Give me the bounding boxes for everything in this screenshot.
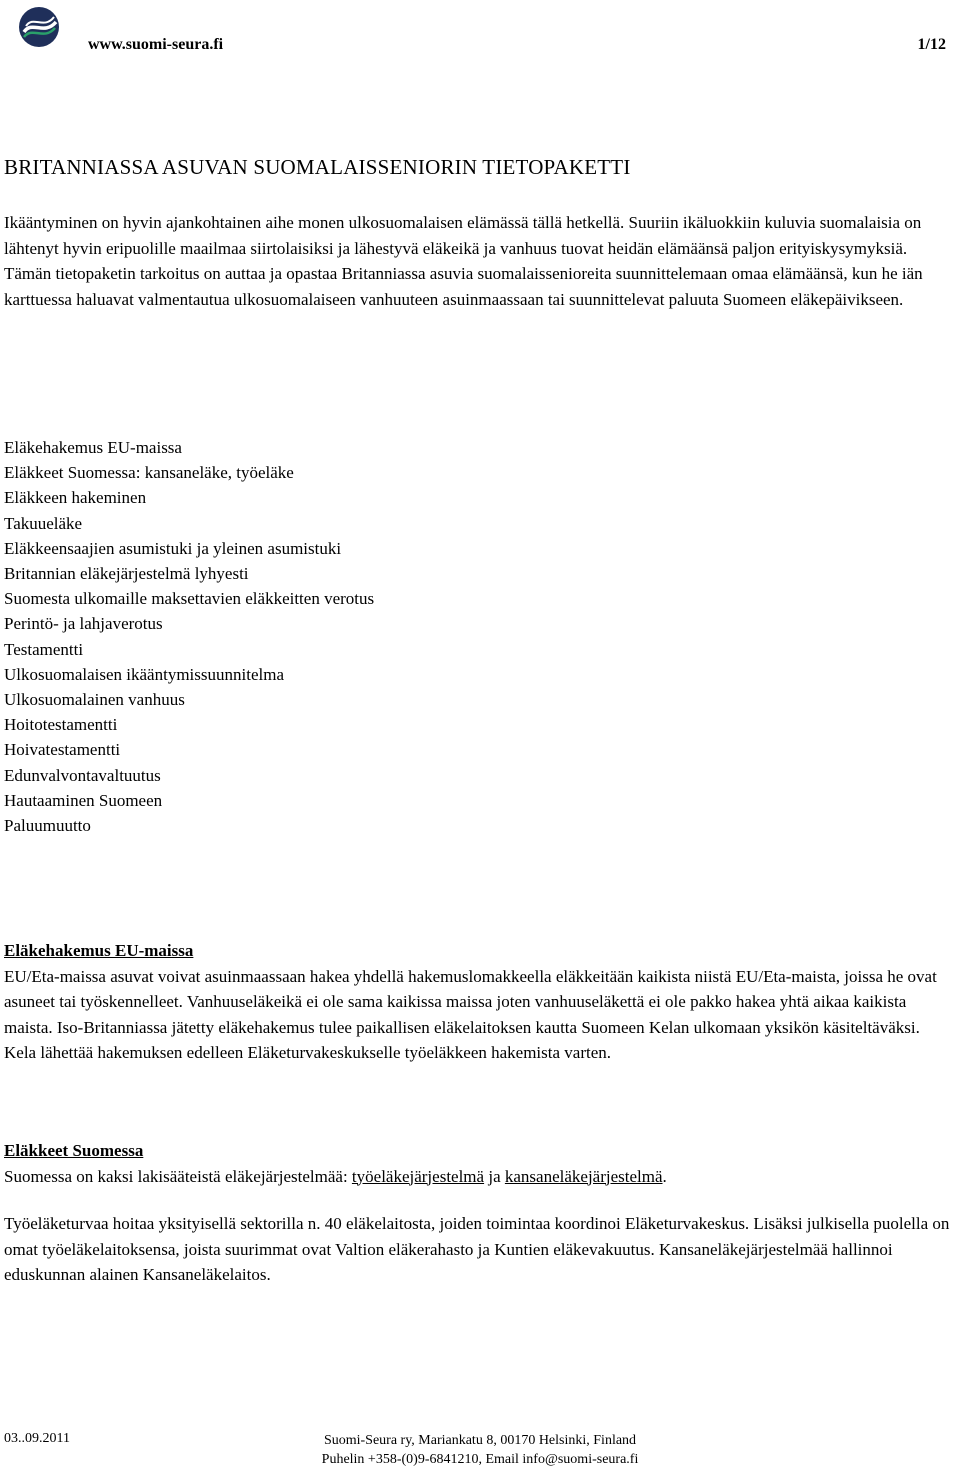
toc-item: Eläkkeen hakeminen	[4, 488, 147, 508]
toc-item: Ulkosuomalaisen ikääntymissuunnitelma	[4, 664, 284, 684]
toc-item: Takuueläke	[4, 513, 83, 533]
section-paragraph: Työeläketurvaa hoitaa yksityisellä sektorilla n. 40 eläkelaitosta, joiden toimintaa koordinoi Eläketurvakeskus. Lisäksi julkisella puolella on omat työeläkelaitoksensa, joista suurimmat ovat Valtion eläkerahasto ja Kuntien eläkevakuutus. Kansaneläkejärjestelmää hallinnoi eduskunnan alainen Kansaneläkelaitos.	[4, 1214, 950, 1284]
toc-item: Eläkkeet Suomessa: kansaneläke, työeläke	[4, 463, 294, 483]
toc-item: Ulkosuomalainen vanhuus	[4, 690, 185, 710]
document-title: BRITANNIASSA ASUVAN SUOMALAISSENIORIN TIETOPAKETTI	[4, 155, 631, 179]
tyoelakejarjestelma-link[interactable]: työeläkejärjestelmä	[351, 1166, 485, 1186]
toc-item: Hoivatestamentti	[4, 740, 121, 760]
section-body: EU/Eta-maissa asuvat voivat asuinmaassaan hakea yhdellä hakemuslomakkeella eläkkeitään kaikista niistä EU/Eta-maista, joissa he ovat asuneet tai työskennelleet. Vanhuuseläkeikä ei ole sama kaikissa maissa joten vanhuuseläkettä ei ole pakko hakea yhtä aikaa kaikista maista. Iso-Britanniassa jätetty eläkehakemus tulee paikallisen eläkelaitoksen kautta Suomeen Kelan ulkomaan yksikön käsiteltäväksi. Kela lähettää hakemuksen edelleen Eläketurvakeskukselle työeläkkeen hakemista varten.	[4, 966, 937, 1062]
table-of-contents	[4, 435, 374, 838]
page-number: 1/12	[917, 36, 946, 53]
footer-address-line: Suomi-Seura ry, Mariankatu 8, 00170 Helsinki, Finland	[323, 1433, 637, 1448]
toc-item: Britannian eläkejärjestelmä lyhyesti	[4, 564, 249, 584]
paragraph-text: Suomessa on kaksi lakisääteistä eläkejärjestelmää:	[4, 1166, 352, 1186]
footer-contact-line: Puhelin +358-(0)9-6841210, Email info@suomi-seura.fi	[321, 1452, 639, 1467]
paragraph-text: .	[662, 1166, 667, 1186]
suomi-seura-logo-icon	[18, 6, 60, 48]
toc-item: Eläkehakemus EU-maissa	[4, 438, 182, 457]
section-heading: Eläkehakemus EU-maissa	[4, 941, 194, 960]
section-elakehakemus	[4, 938, 956, 1066]
section-heading: Eläkkeet Suomessa	[4, 1141, 144, 1160]
toc-item: Hoitotestamentti	[4, 715, 118, 735]
intro-paragraph: Ikääntyminen on hyvin ajankohtainen aihe monen ulkosuomalaisen elämässä tällä hetkellä. Suuriin ikäluokkiin kuluvia suomalaisia on lähtenyt hyvin eripuolille maailmaa siirtolaisiksi ja lähestyvä eläkeikä ja vanhuus tuovat heidän elämäänsä paljon erityiskysymyksiä. Tämän tietopaketin tarkoitus on auttaa ja opastaa Britanniassa asuvia suomalaissenioreita suunnittelemaan omaa elämäänsä, kun he iän karttuessa haluavat valmentautua ulkosuomalaiseen vanhuuteen asuinmaassaan tai suunnittelevat paluuta Suomeen eläkepäivikseen.	[4, 213, 923, 309]
footer-date: 03..09.2011	[4, 1431, 70, 1446]
toc-item: Perintö- ja lahjaverotus	[4, 614, 163, 634]
footer-address	[300, 1431, 660, 1469]
toc-item: Paluumuutto	[4, 816, 91, 836]
toc-item: Edunvalvontavaltuutus	[4, 765, 161, 785]
kansanelakejarjestelma-link[interactable]: kansaneläkejärjestelmä	[504, 1166, 663, 1186]
site-url-link[interactable]: www.suomi-seura.fi	[88, 36, 224, 53]
toc-item: Eläkkeensaajien asumistuki ja yleinen asumistuki	[4, 538, 342, 558]
section-paragraph	[4, 1164, 956, 1190]
toc-item: Testamentti	[4, 639, 84, 659]
toc-item: Hautaaminen Suomeen	[4, 790, 163, 810]
toc-item: Suomesta ulkomaille maksettavien eläkkeitten verotus	[4, 589, 375, 609]
paragraph-text: ja	[484, 1166, 505, 1186]
section-elakkeet	[4, 1138, 956, 1288]
